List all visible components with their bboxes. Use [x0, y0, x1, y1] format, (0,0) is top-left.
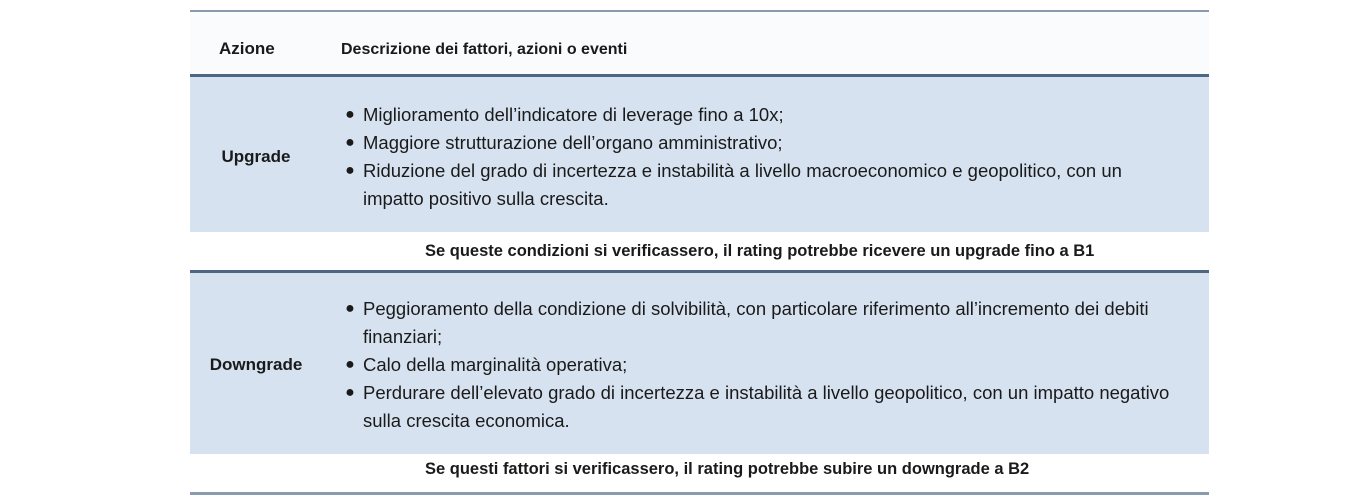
list-item — [345, 379, 1185, 435]
bullet-icon: ● — [345, 106, 355, 123]
upgrade-note-row — [190, 232, 1209, 270]
list-item-text: Perdurare dell’elevato grado di incertezza e instabilità a livello geopolitico, con un impatto negativo sulla crescita economica. — [363, 382, 1170, 431]
upgrade-note: Se queste condizioni si verificassero, il rating potrebbe ricevere un upgrade fino a B1 — [425, 242, 1095, 260]
downgrade-row — [190, 273, 1209, 454]
bottom-rule — [190, 492, 1209, 495]
bullet-icon: ● — [345, 300, 355, 317]
list-item-text: Miglioramento dell’indicatore di leverage fino a 10x; — [363, 104, 784, 125]
list-item-text: Maggiore strutturazione dell’organo amministrativo; — [363, 132, 783, 153]
downgrade-note-row — [190, 454, 1209, 492]
list-item — [345, 129, 1185, 157]
list-item — [345, 351, 1185, 379]
rating-drivers-table — [190, 10, 1209, 495]
list-item-text: Riduzione del grado di incertezza e instabilità a livello macroeconomico e geopolitico, con un impatto positivo sulla crescita. — [363, 160, 1122, 209]
bullet-icon: ● — [345, 134, 355, 151]
upgrade-label: Upgrade — [221, 147, 291, 166]
downgrade-list — [345, 295, 1185, 435]
bullet-icon: ● — [345, 162, 355, 179]
list-item-text: Calo della marginalità operativa; — [363, 354, 628, 375]
bullet-icon: ● — [345, 384, 355, 401]
list-item — [345, 157, 1185, 213]
downgrade-note: Se questi fattori si verificassero, il rating potrebbe subire un downgrade a B2 — [425, 460, 1030, 478]
downgrade-label: Downgrade — [209, 355, 303, 374]
list-item-text: Peggioramento della condizione di solvibilità, con particolare riferimento all’incremento dei debiti finanziari; — [363, 298, 1149, 347]
upgrade-list — [345, 101, 1185, 213]
header-action: Azione — [219, 39, 275, 58]
bullet-icon: ● — [345, 356, 355, 373]
table-header — [190, 12, 1209, 74]
list-item — [345, 101, 1185, 129]
header-description: Descrizione dei fattori, azioni o eventi — [341, 41, 628, 58]
list-item — [345, 295, 1185, 351]
upgrade-row — [190, 77, 1209, 232]
